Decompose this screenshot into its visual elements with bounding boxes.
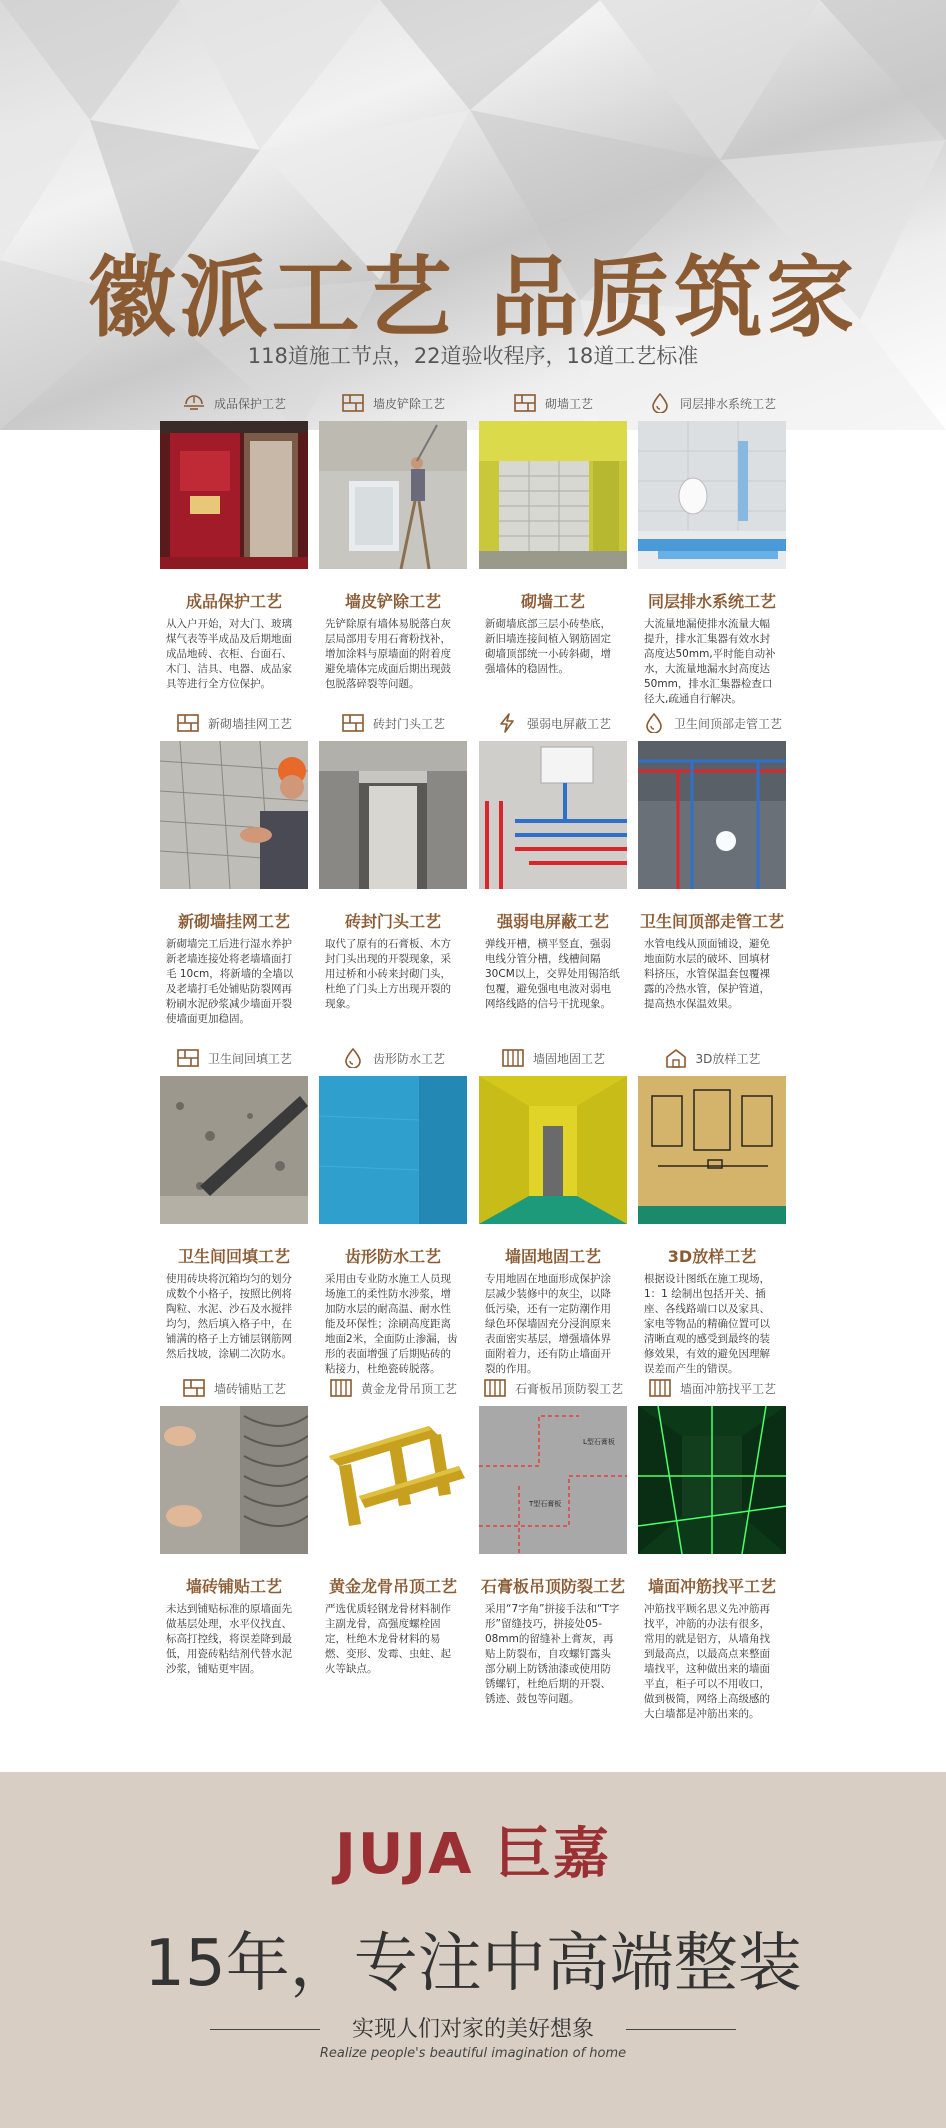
craft-description: 采用“7字角”拼接手法和“T字形”留缝技巧，拼接处05-08mm的留缝补上膏灰，再贴上防裂布，自攻螺钉露头部分刷上防锈油漆或使用防锈螺钉，杜绝后期的开裂、锈迹、鼓包等问题。 [485, 1603, 620, 1705]
craft-category-label: 同层排水系统工艺 [679, 396, 776, 411]
craft-category [160, 1370, 308, 1406]
craft-category [479, 1370, 627, 1406]
craft-category [160, 385, 308, 421]
grid-icon [501, 1048, 525, 1068]
craft-item [479, 1370, 627, 1707]
craft-category-label: 齿形防水工艺 [372, 1051, 445, 1066]
craft-photo [638, 741, 786, 889]
craft-category-label: 卫生间回填工艺 [207, 1051, 292, 1066]
house-icon [664, 1048, 688, 1068]
brand-slogan: 15年，专注中高端整装 [144, 1927, 802, 2001]
grid-icon [483, 1378, 507, 1398]
craft-title: 墙固地固工艺 [504, 1247, 601, 1266]
gypsum-label-t: T型石膏板 [529, 1500, 562, 1508]
page-subtitle: 118道施工节点，22道验收程序，18道工艺标准 [247, 344, 699, 368]
craft-category [319, 385, 467, 421]
craft-category-label: 成品保护工艺 [213, 396, 286, 411]
craft-item [638, 705, 786, 1012]
craft-title: 砖封门头工艺 [344, 912, 441, 931]
craft-category-label: 墙皮铲除工艺 [372, 396, 445, 411]
craft-category [479, 1040, 627, 1076]
craft-category [160, 705, 308, 741]
craft-category-label: 砌墙工艺 [544, 396, 593, 411]
craft-description: 从入户开始，对大门、玻璃煤气表等半成品及后期地面成品地砖、衣柜、台面石、木门、洁具、电器、成品家具等进行全方位保护。 [166, 618, 292, 690]
craft-description: 根据设计图纸在施工现场，1：1 绘制出包括开关、插座、各线路端口以及家具、家电等物品的精确位置可以清晰直观的感受到最终的装修效果，有效的避免因理解误差而产生的错误。 [644, 1273, 770, 1375]
craft-category-label: 黄金龙骨吊顶工艺 [360, 1381, 457, 1396]
craft-category [638, 1040, 786, 1076]
craft-photo [160, 1076, 308, 1224]
craft-description: 专用地固在地面形成保护涂层减少装修中的灰尘，以降低污染，还有一定防潮作用绿色环保墙固充分浸润原来表面密实基层，增强墙体界面附着力，还有防止墙面开裂的作用。 [485, 1273, 611, 1375]
craft-item [479, 385, 627, 677]
brick-icon [513, 393, 537, 413]
craft-title: 砌墙工艺 [520, 592, 585, 611]
craft-description: 先铲除原有墙体易脱落白灰层局部用专用石膏粉找补，增加涂料与原墙面的附着度避免墙体完成面后期出现鼓包脱落碎裂等问题。 [325, 618, 451, 690]
craft-description: 大流量地漏使排水流量大幅提升，排水汇集器有效水封高度达50mm,平时能自动补水，大流量地漏水封高度达50mm，排水汇集器检查口径大,疏通自行解决。 [644, 618, 776, 705]
craft-title: 卫生间回填工艺 [177, 1247, 290, 1266]
craft-category-label: 新砌墙挂网工艺 [207, 716, 292, 731]
craft-title: 强弱电屏蔽工艺 [496, 912, 609, 931]
craft-photo [479, 1406, 627, 1554]
protection-icon [182, 393, 206, 413]
craft-photo [638, 421, 786, 569]
craft-title: 新砌墙挂网工艺 [177, 912, 290, 931]
craft-description: 新砌墙完工后进行湿水养护新老墙连接处将老墙墙面打毛 10cm，将新墙的全墙以及老墙打毛处铺贴防裂网再粉刷水泥砂浆减少墙面开裂使墙面更加稳固。 [166, 938, 294, 1025]
craft-photo [479, 421, 627, 569]
tagline-english: Realize people's beautiful imagination of home [319, 2046, 627, 2061]
craft-category [319, 1040, 467, 1076]
craft-title: 同层排水系统工艺 [647, 592, 776, 611]
craft-title: 墙皮铲除工艺 [344, 592, 441, 611]
craft-title: 墙面冲筋找平工艺 [647, 1577, 776, 1596]
brick-icon [341, 713, 365, 733]
craft-category [319, 705, 467, 741]
brick-icon [182, 1378, 206, 1398]
craft-photo [319, 741, 467, 889]
craft-item [479, 705, 627, 1012]
craft-photo [160, 421, 308, 569]
craft-description: 新砌墙底部三层小砖垫底，新旧墙连接间植入钢筋固定砌墙顶部统一小砖斜砌，增强墙体的稳固性。 [485, 618, 611, 675]
craft-title: 成品保护工艺 [185, 592, 282, 611]
craft-item [319, 385, 467, 692]
craft-description: 使用砖块将沉箱均匀的划分成数个小格子，按照比例将陶粒、水泥、沙石及水搅拌均匀，然后填入格子中，在铺满的格子上方铺层钢筋网然后找坡，涂刷二次防水。 [166, 1273, 292, 1360]
drop-icon [642, 713, 666, 733]
craft-item [319, 705, 467, 1012]
grid-icon [329, 1378, 353, 1398]
craft-description: 冲筋找平顾名思义先冲筋再找平，冲筋的办法有很多，常用的就是铝方，从墙角找到最高点，以最高点来整面墙找平，这种做出来的墙面平直，柜子可以不用收口，做到极简，网络上高级感的大白墙都是冲筋出来的。 [644, 1603, 770, 1720]
craft-category [638, 385, 786, 421]
craft-photo [319, 1076, 467, 1224]
craft-item [479, 1040, 627, 1377]
craft-description: 未达到铺贴标准的原墙面先做基层处理，水平仪找直、标高打控线，将误差降到最低，用瓷砖粘结剂代替水泥沙浆，铺贴更牢固。 [166, 1603, 292, 1675]
craft-category [479, 385, 627, 421]
craft-description: 弹线开槽，横平竖直，强弱电线分管分槽，线槽间隔30CM以上，交界处用锡箔纸包覆，避免强电电波对弱电网络线路的信号干扰现象。 [485, 938, 620, 1010]
craft-category [319, 1370, 467, 1406]
craft-item [160, 385, 308, 692]
grid-icon [648, 1378, 672, 1398]
craft-category-label: 砖封门头工艺 [372, 716, 445, 731]
craft-title: 墙砖铺贴工艺 [185, 1577, 282, 1596]
craft-category-label: 石膏板吊顶防裂工艺 [514, 1381, 623, 1396]
craft-category-label: 墙面冲筋找平工艺 [679, 1381, 776, 1396]
craft-item [160, 1370, 308, 1677]
craft-title: 黄金龙骨吊顶工艺 [328, 1577, 457, 1596]
page-title: 徽派工艺 品质筑家 [87, 246, 859, 349]
craft-photo [160, 1406, 308, 1554]
craft-photo [479, 1076, 627, 1224]
craft-title: 卫生间顶部走管工艺 [639, 912, 784, 931]
craft-item [319, 1370, 467, 1677]
craft-item [638, 1040, 786, 1377]
craft-description: 严选优质轻钢龙骨材料制作主副龙骨，高强度螺栓固定，杜绝木龙骨材料的易燃、变形、发霉、虫蛀、起火等缺点。 [325, 1603, 451, 1675]
brand-name: JUJA 巨嘉 [335, 1822, 611, 1887]
craft-category-label: 3D放样工艺 [695, 1051, 761, 1066]
craft-category [638, 705, 786, 741]
craft-photo [319, 421, 467, 569]
tagline: 实现人们对家的美好想象 [351, 2017, 594, 2042]
craft-photo [160, 741, 308, 889]
craft-photo [319, 1406, 467, 1554]
drop-icon [648, 393, 672, 413]
craft-title: 3D放样工艺 [667, 1247, 757, 1266]
craft-photo [638, 1076, 786, 1224]
craft-item [160, 1040, 308, 1362]
brick-icon [176, 1048, 200, 1068]
craft-category-label: 强弱电屏蔽工艺 [526, 716, 611, 731]
craft-category [479, 705, 627, 741]
craft-description: 水管电线从顶面铺设，避免地面防水层的破坏、回填材料挤压，水管保温套包覆裸露的冷热水管，保护管道，提高热水保温效果。 [644, 938, 770, 1010]
craft-category-label: 卫生间顶部走管工艺 [673, 716, 782, 731]
drop-icon [341, 1048, 365, 1068]
craft-item [319, 1040, 467, 1377]
gypsum-label-l: L型石膏板 [583, 1438, 615, 1446]
craft-description: 采用由专业防水施工人员现场施工的柔性防水涉浆，增加防水层的耐高温、耐水性能及环保性；涂刷高度距离地面2米，全面防止渗漏，齿形的表面增强了后期贴砖的粘接力，杜绝瓷砖脱落。 [325, 1273, 458, 1375]
craft-category-label: 墙砖铺贴工艺 [213, 1381, 286, 1396]
craft-category-label: 墙固地固工艺 [532, 1051, 605, 1066]
craft-item [638, 1370, 786, 1722]
craft-photo [479, 741, 627, 889]
craft-description: 取代了原有的石膏板、木方封门头出现的开裂现象，采用过桥和小砖来封砌门头，杜绝了门头上方出现开裂的现象。 [325, 938, 451, 1010]
brick-icon [176, 713, 200, 733]
craft-category [638, 1370, 786, 1406]
craft-title: 石膏板吊顶防裂工艺 [480, 1577, 625, 1596]
lightning-icon [495, 713, 519, 733]
craft-item [160, 705, 308, 1027]
brick-icon [341, 393, 365, 413]
craft-category [160, 1040, 308, 1076]
craft-title: 齿形防水工艺 [344, 1247, 441, 1266]
craft-item [638, 385, 786, 707]
craft-photo [638, 1406, 786, 1554]
